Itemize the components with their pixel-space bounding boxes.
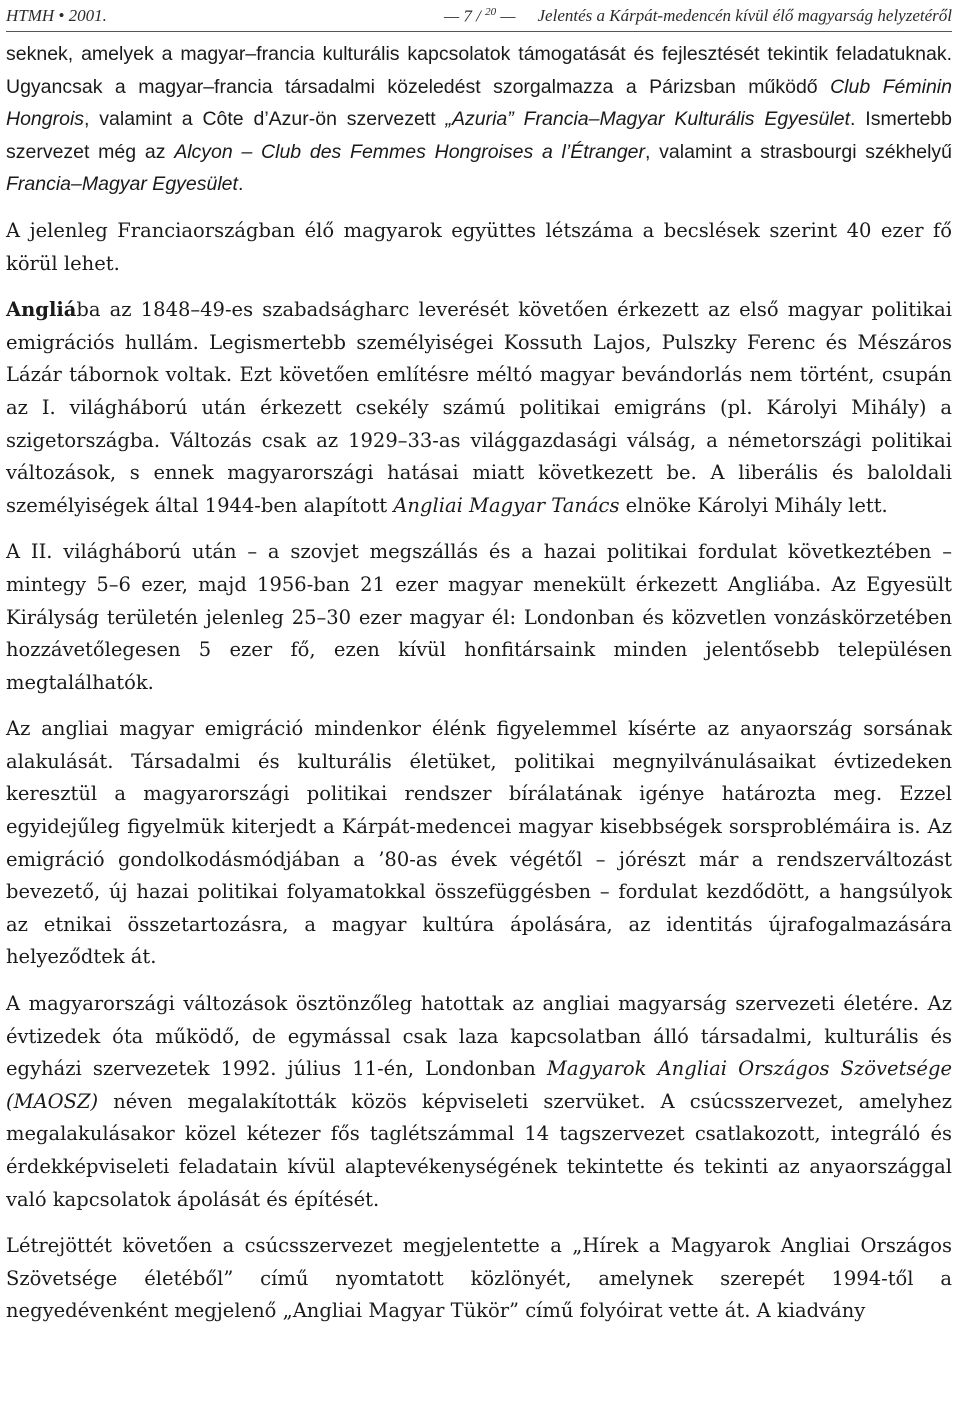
paragraph-post-war: A II. világháború után – a szovjet megszállás és a hazai politikai fordulat következtében – mintegy 5–6 ezer, majd 1956-ban 21 ezer magyar menekült érkezett Angliába. Az Egyesült Királyság területén jelenleg 25–30 ezer magyar él: Londonban és közvetlen vonzáskörzetében hozzávetőlegesen 5 ezer fő, ezen kívül honfitársaink minden jelentősebb településen megtalálhatók. bbox=[6, 540, 952, 694]
text-run: néven megalakították közös képviseleti szervüket. A csúcsszervezet, amelyhez megalakulásakor közel kétezer fős taglétszámmal 14 tagszervezet csatlakozott, integráló és érdekképviseleti feladatain kívül alaptevékenységének tekintette és tekinti az anyaországgal való kapcsolatok ápolását és építését. bbox=[6, 1089, 952, 1211]
page-number-prefix: — 7 / bbox=[444, 6, 486, 26]
paragraph-france-population: A jelenleg Franciaországban élő magyarok együttes létszáma a becslések szerint 40 ezer fő körül lehet. bbox=[6, 218, 952, 275]
text-run: , valamint a Côte d’Azur-ön szervezett bbox=[84, 108, 446, 131]
italic-run: Alcyon – Club des Femmes Hongroises a l’Étranger bbox=[174, 140, 646, 163]
text-run: . Ismertebb szervezet még az bbox=[6, 108, 952, 163]
italic-run: Francia–Magyar Egyesület bbox=[6, 173, 238, 196]
paragraph-france-organizations bbox=[6, 38, 952, 201]
page-number-total: 20 bbox=[485, 6, 497, 18]
italic-run: Angliai Magyar Tanács bbox=[393, 493, 620, 517]
header-publication: HTMH • 2001. bbox=[6, 6, 107, 25]
page-number-suffix: — bbox=[496, 6, 516, 26]
paragraph-publications: Létrejöttét követően a csúcsszervezet megjelentette a „Hírek a Magyarok Angliai Országos Szövetsége életéből” című nyomtatott közlönyét, amelynek szerepét 1994-től a negyedévenként megjelenő „Angliai Magyar Tükör” című folyóirat vette át. A kiadvány bbox=[6, 1234, 952, 1323]
text-run: A magyarországi változások ösztönzőleg hatottak az angliai magyarság szervezeti életére. Az évtizedek óta működő, de egymással csak laza kapcsolatban álló társadalmi, kulturális és egyházi szervezetek 1992. július 11-én, Londonban bbox=[6, 992, 952, 1081]
document-body bbox=[6, 38, 952, 1342]
paragraph-maosz bbox=[6, 988, 952, 1216]
header-divider bbox=[6, 31, 952, 32]
paragraph-emigration-attitudes: Az angliai magyar emigráció mindenkor élénk figyelemmel kísérte az anyaország sorsának alakulását. Társadalmi és kulturális életüket, politikai megnyilvánulásaikat évtizedeken keresztül a magyarországi politikai rendszer bírálatának igénye határozta meg. Ezzel egyidejűleg figyelmük kiterjedt a Kárpát-medencei magyar kisebbségek sorsproblémáira is. Az emigráció gondolkodásmódjában a ’80-as évek végétől – jórészt már a rendszerváltozást bevezető, új hazai politikai folyamatokkal összefüggésben – fordulat kezdődött, a hangsúlyok az etnikai összetartozásra, a magyar kultúra ápolására, az identitás újrafogalmazására helyeződtek át. bbox=[6, 717, 952, 969]
text-run: . bbox=[237, 173, 244, 196]
text-run: seknek, amelyek a magyar–francia kulturális kapcsolatok támogatását és fejlesztését tekintik feladatuknak. Ugyancsak a magyar–francia társadalmi közeledést szorgalmazza a Párizsban működő bbox=[6, 43, 952, 98]
italic-run: „Azuria” Francia–Magyar Kulturális Egyesület bbox=[445, 108, 851, 131]
text-run: , valamint a strasbourgi székhelyű bbox=[645, 140, 952, 163]
page-header bbox=[6, 4, 952, 28]
text-run: elnöke Károlyi Mihály lett. bbox=[619, 493, 888, 517]
header-document-title: Jelentés a Kárpát-medencén kívül élő magyarság helyzetéről bbox=[537, 6, 952, 25]
paragraph-england-history bbox=[6, 294, 952, 522]
italic-run: Club Féminin Hongrois bbox=[6, 75, 952, 131]
italic-run: Magyarok Angliai Országos Szövetsége (MAOSZ) bbox=[6, 1057, 952, 1113]
page-number bbox=[444, 6, 515, 27]
text-run: ba az 1848–49-es szabadságharc leverését követően érkezett az első magyar politikai emigrációs hullám. Legismertebb személyiségei Kossuth Lajos, Pulszky Ferenc és Mészáros Lázár tábornok voltak. Ezt követően említésre méltó magyar bevándorlás nem történt, csupán az I. világháború után érkezett csekély számú politikai emigráns (pl. Károlyi Mihály) a szigetországba. Változás csak az 1929–33-as világgazdasági válság, a németországi politikai változások, s ennek magyarországi hatásai miatt következett be. A liberális és baloldali személyiségek által 1944-ben alapított bbox=[6, 298, 952, 517]
bold-run: Angliá bbox=[6, 298, 77, 322]
